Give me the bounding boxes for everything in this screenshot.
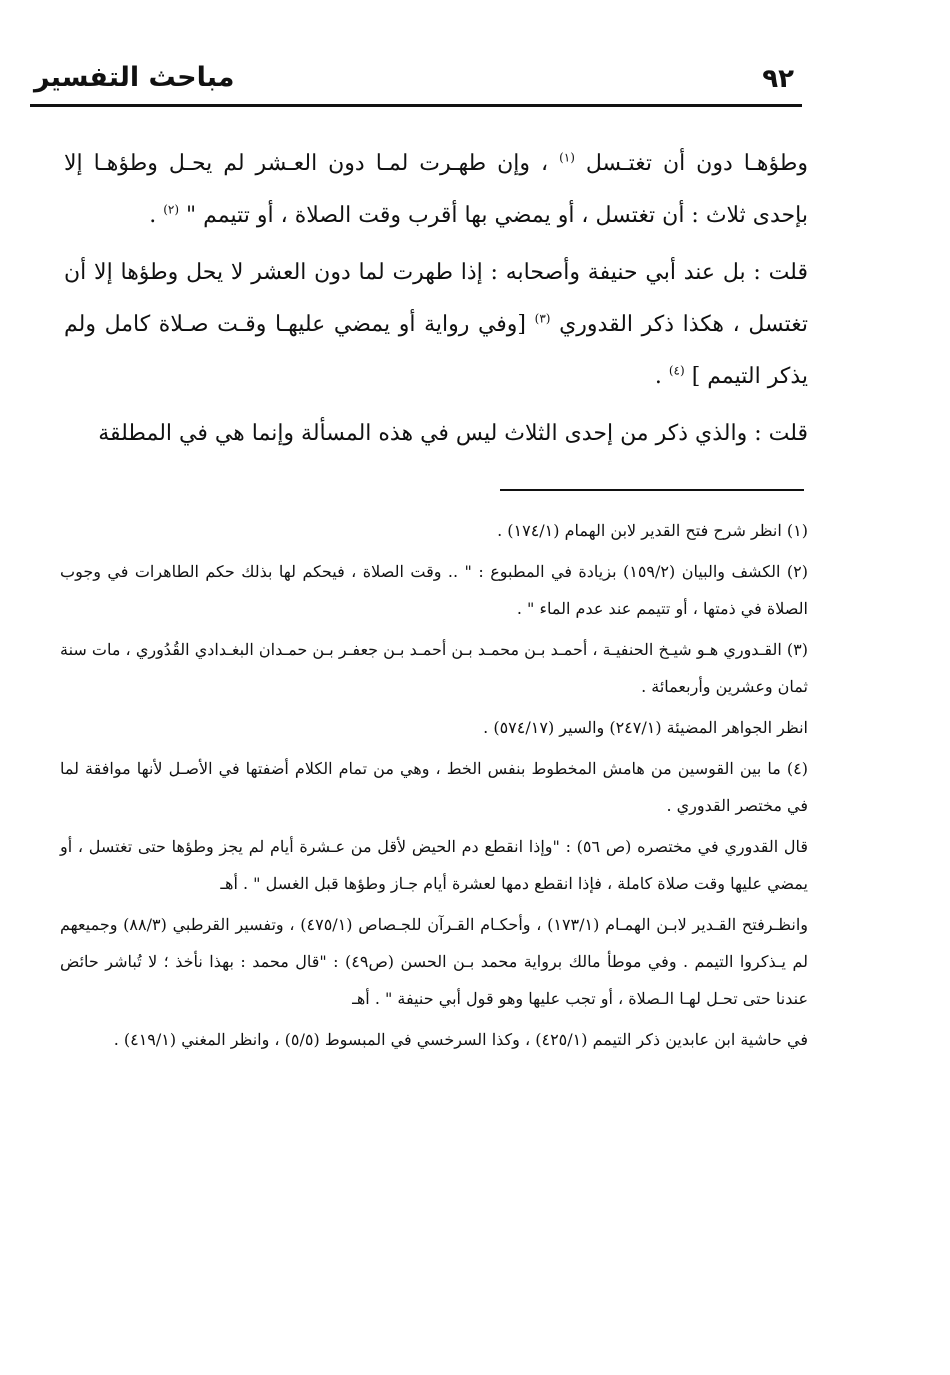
paragraph-text: [وفي رواية أو يمضي عليهـا وقـت صـلاة كامل ولم يذكر التيمم ] [64, 312, 808, 389]
footnotes [60, 512, 808, 1062]
body-paragraph [64, 138, 808, 242]
body-paragraph [64, 247, 808, 403]
footnote-4: (٤) ما بين القوسين من هامش المخطوط بنفس الخط ، وهي من تمام الكلام أضفتها في الأصـل لأنها موافقة لما في مختصر القدوري . [60, 759, 809, 815]
header-rule [30, 104, 802, 107]
body-paragraph [64, 408, 808, 460]
footnote-4-more-references: في حاشية ابن عابدين ذكر التيمم (٤٢٥/١) ، وكذا السرخسي في المبسوط (٥/٥) ، وانظر المغني (٤١٩/١) . [113, 1030, 808, 1049]
main-text [64, 138, 808, 465]
paragraph-text: . [149, 203, 157, 228]
page-number: ٩٢ [762, 64, 794, 94]
paragraph-text: وطؤهـا دون أن تغتـسل [585, 151, 808, 176]
page-header [30, 58, 802, 102]
footnote-4-references: وانظـرفتح القـدير لابـن الهمـام (١٧٣/١) ، وأحكـام القـرآن للجـصاص (٤٧٥/١) ، وتفسير القرطبي (٨٨/٣) وجميعهم لم يـذكروا التيمم . وفي موطأ مالك برواية محمد بـن الحسن (ص٤٩) : "قال محمد : بهذا نأخذ ؛ لا تُباشر حائض عندنا حتى تحـل لهـا الـصلاة ، أو تجب عليها وهو قول أبي حنيفة " . أهـ [60, 915, 809, 1008]
footnote-separator [500, 489, 804, 491]
footnote-4-quote: قال القدوري في مختصره (ص ٥٦) : "وإذا انقطع دم الحيض لأقل من عـشرة أيام لم يجز وطؤها حتى تغتسل ، أو يمضي عليها وقت صلاة كاملة ، فإذا انقطع دمها لعشرة أيام جـاز وطؤها قبل الغسل " . أهـ [60, 837, 809, 893]
footnote-ref: (٤) [668, 363, 685, 378]
paragraph-text: قلت : والذي ذكر من إحدى الثلاث ليس في هذه المسألة وإنما هي في المطلقة [98, 421, 808, 446]
paragraph-text: ، وإن طهـرت لمـا دون العـشر لم يحـل وطؤهـا إلا بإحدى ثلاث : أن تغتسل ، أو يمضي بها أقرب وقت الصلاة ، أو تتيمم " [64, 151, 808, 228]
running-title: مباحث التفسير [34, 62, 235, 93]
footnote-3-source: انظر الجواهر المضيئة (٢٤٧/١) والسير (٥٧٤/١٧) . [483, 718, 808, 737]
footnote-ref: (٣) [534, 311, 551, 326]
footnote-ref: (١) [559, 150, 575, 165]
paragraph-text: قلت : بل عند أبي حنيفة وأصحابه : إذا طهرت لما دون العشر لا يحل وطؤها إلا أن تغتسل ، هكذا ذكر القدوري [64, 260, 808, 337]
footnote-2: (٢) الكشف والبيان (١٥٩/٢) بزيادة في المطبوع : " .. وقت الصلاة ، فيحكم لها بذلك حكم الطاهرات في وجوب الصلاة في ذمتها ، أو تتيمم عند عدم الماء " . [60, 562, 809, 618]
footnote-1: (١) انظر شرح فتح القدير لابن الهمام (١٧٤/١) . [497, 521, 808, 540]
paragraph-text: . [654, 364, 662, 389]
footnote-3: (٣) القـدوري هـو شيـخ الحنفيـة ، أحمـد بـن محمـد بـن أحمـد بـن جعفـر بـن حمـدان البغـدادي القُدُوري ، مات سنة ثمان وعشرين وأربعمائة . [60, 640, 808, 696]
footnote-ref: (٢) [163, 202, 180, 217]
